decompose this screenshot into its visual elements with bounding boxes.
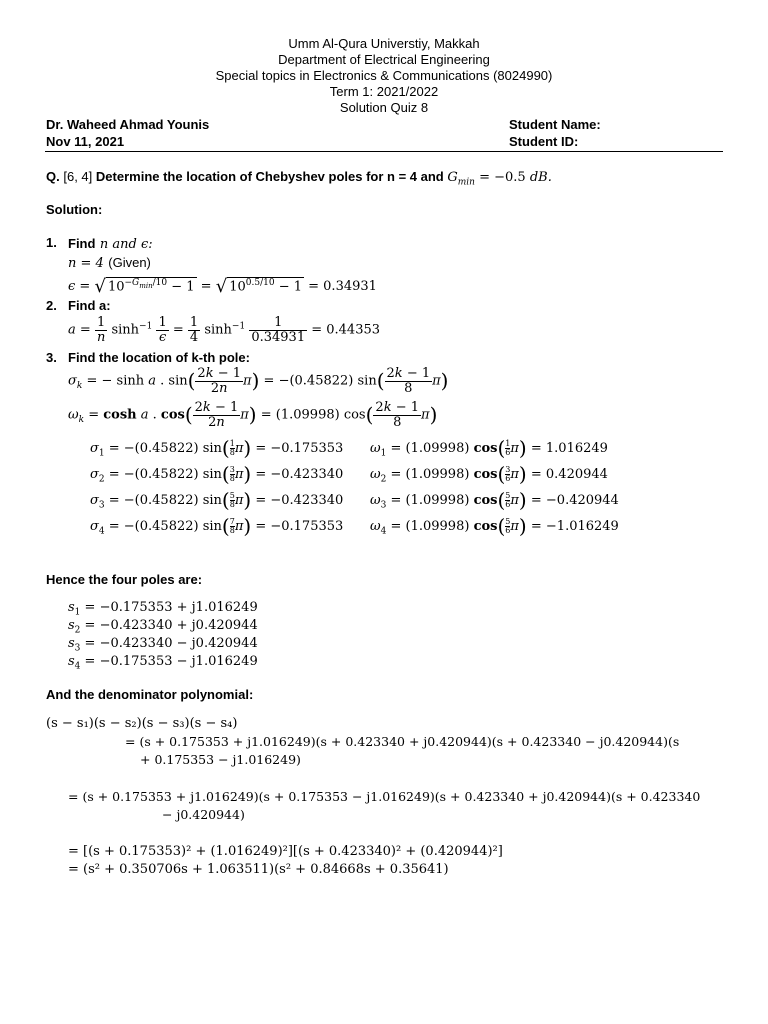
poly-line-0: (s − s₁)(s − s₂)(s − s₃)(s − s₄) xyxy=(46,716,238,731)
question: Q. [6, 4] Determine the location of Chebyshev poles for n = 4 and $G_{min} = -0.5$ dB. xyxy=(46,169,552,188)
sigma-row: $\sigma_2 = -(0.45822)$ sin( $\frac{3}{8}$ π) = −0.423340 xyxy=(90,462,344,486)
question-label: Q. xyxy=(46,169,60,184)
sigma-k-equation: $\sigma_k$ = − sinh a . sin( $\frac{2k - 1}{2n}$ π) = −(0.45822) sin( $\frac{2k - 1}{8}$ π) xyxy=(68,366,449,396)
epsilon-equation: ϵ = √ $10^{-G_{min}/10} - 1$ = √ $10^{0.5/10} - 1 = 0.34931$ xyxy=(68,276,377,297)
omega-row: $\omega_1 = (1.09998)$ cos( $\frac{1}{6}$ π) = 1.016249 xyxy=(370,436,608,460)
pole-line: $s_1 = -0.175353 + j1.016249$ xyxy=(68,600,258,618)
step3-number: 3. xyxy=(46,350,57,365)
pole-line: $s_3 = -0.423340 - j0.420944$ xyxy=(68,636,258,654)
omega-k-equation: $\omega_k = \cosh a$ . cos( $\frac{2k - 1}{2n}$ π) = (1.09998) cos( $\frac{2k - 1}{8}$ π) xyxy=(68,400,438,430)
course-title: Special topics in Electronics & Communications (8024990) xyxy=(215,68,553,83)
step2-heading: Find a: xyxy=(68,298,111,313)
sigma-row: $\sigma_4 = -(0.45822)$ sin( $\frac{7}{8}$ π) = −0.175353 xyxy=(90,514,344,538)
pole-line: $s_4 = -0.175353 - j1.016249$ xyxy=(68,654,258,672)
quiz-title: Solution Quiz 8 xyxy=(339,100,429,115)
poly-line-2: + 0.175353 − j1.016249) xyxy=(140,752,301,767)
n-given: (Given) xyxy=(108,255,151,270)
step2-number: 2. xyxy=(46,298,57,313)
poly-line-5: = [(s + 0.175353)² + (1.016249)²][(s + 0.423340)² + (0.420944)²] xyxy=(68,844,503,859)
question-text: Determine the location of Chebyshev poles for n = 4 and xyxy=(95,169,444,184)
step1-vars: n and ϵ: xyxy=(99,237,153,252)
student-name-label: Student Name: xyxy=(509,117,601,132)
sigma-row: $\sigma_3 = -(0.45822)$ sin( $\frac{5}{8}$ π) = −0.423340 xyxy=(90,488,344,512)
step3-heading: Find the location of k-th pole: xyxy=(68,350,250,365)
solution-label: Solution: xyxy=(46,202,103,217)
gmin-value: = −0.5 xyxy=(479,170,526,185)
poly-line-6: = (s² + 0.350706s + 1.063511)(s² + 0.84668s + 0.35641) xyxy=(68,862,449,877)
a-equation: a = $\frac{1}{n}$ $\sinh^{-1}$ $\frac{1}{\epsilon}$ = $\frac{1}{4}$ $\sinh^{-1}$ $\frac{1}{0.34931}$ = 0.44353 xyxy=(68,315,381,345)
question-marks: [6, 4] xyxy=(63,169,93,184)
poly-line-1: = (s + 0.175353 + j1.016249)(s + 0.423340 + j0.420944)(s + 0.423340 − j0.420944)(s xyxy=(125,734,680,749)
n-equation: n = 4 (Given) xyxy=(68,255,151,271)
university-name: Umm Al-Qura Universtiy, Makkah xyxy=(288,36,480,51)
department-name: Department of Electrical Engineering xyxy=(278,52,490,67)
header-divider xyxy=(45,151,723,152)
student-id-label: Student ID: xyxy=(509,134,579,149)
sigma-row: $\sigma_1 = -(0.45822)$ sin( $\frac{1}{8}$ π) = −0.175353 xyxy=(90,436,344,460)
poles-heading: Hence the four poles are: xyxy=(46,572,203,587)
poly-line-3: = (s + 0.175353 + j1.016249)(s + 0.175353 − j1.016249)(s + 0.423340 + j0.420944)(s + 0.423340 xyxy=(68,789,701,804)
omega-row: $\omega_3 = (1.09998)$ cos( $\frac{5}{6}$ π) = −0.420944 xyxy=(370,488,619,512)
term: Term 1: 2021/2022 xyxy=(329,84,439,99)
gmin-unit: dB. xyxy=(529,170,552,185)
poly-line-4: − j0.420944) xyxy=(162,807,245,822)
epsilon-result: = 0.34931 xyxy=(308,279,377,294)
denominator-heading: And the denominator polynomial: xyxy=(46,687,254,702)
step1-number: 1. xyxy=(46,235,57,250)
step1-heading: Find n and ϵ: xyxy=(68,236,153,252)
pole-line: $s_2 = -0.423340 + j0.420944$ xyxy=(68,618,258,636)
quiz-date: Nov 11, 2021 xyxy=(46,134,125,149)
omega-row: $\omega_4 = (1.09998)$ cos( $\frac{5}{6}$ π) = −1.016249 xyxy=(370,514,619,538)
a-result: = 0.44353 xyxy=(311,322,381,338)
omega-row: $\omega_2 = (1.09998)$ cos( $\frac{3}{6}$ π) = 0.420944 xyxy=(370,462,608,486)
instructor-name: Dr. Waheed Ahmad Younis xyxy=(46,117,210,132)
